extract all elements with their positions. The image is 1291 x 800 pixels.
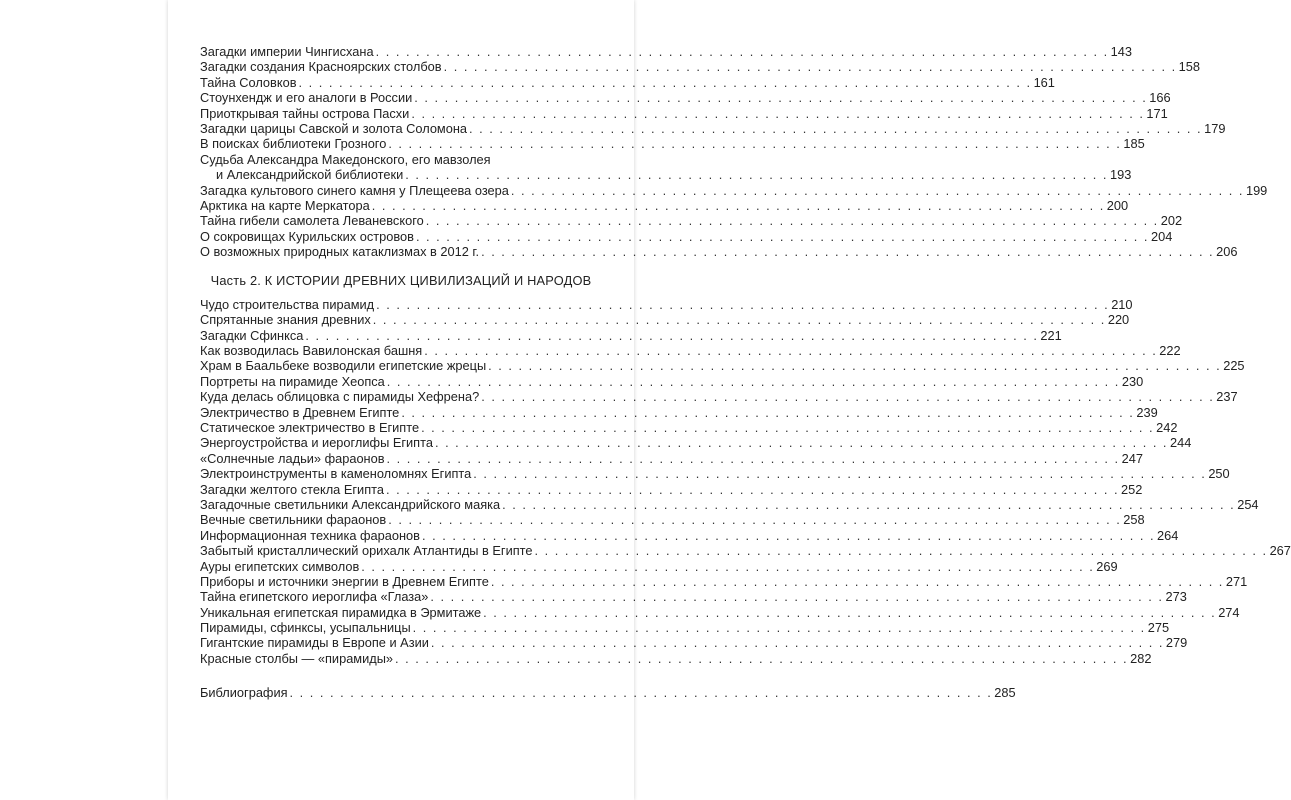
toc-entry-title: Спрятанные знания древних — [200, 312, 371, 328]
toc-entry-title: Энергоустройства и иероглифы Египта — [200, 435, 433, 451]
toc-entry — [200, 59, 1200, 75]
toc-entry-title: О сокровищах Курильских островов — [200, 228, 414, 244]
leader-dots: . . . . . . . . . . . . . . . . . . . . . . . . . . . . . . . . . . . . . . . . . . . . . . . . . . . . . . . . . . . . . . . . . . . . . . . . . — [298, 74, 1032, 90]
toc-entry — [200, 90, 1171, 106]
toc-entry — [200, 558, 1118, 574]
toc-entry-page: 242 — [1156, 419, 1178, 435]
toc-entry-title: Портреты на пирамиде Хеопса — [200, 373, 385, 389]
toc-entry-title: Загадки царицы Савской и золота Соломона — [200, 120, 468, 136]
toc-entry-page: 171 — [1146, 105, 1168, 121]
leader-dots: . . . . . . . . . . . . . . . . . . . . . . . . . . . . . . . . . . . . . . . . . . . . . . . . . . . . . . . . . . . . . . . . . . . . . . . . . — [386, 373, 1120, 389]
toc-entry — [200, 43, 1133, 59]
toc-entry-title: Арктика на карте Меркатора — [200, 197, 370, 213]
toc-entry-title: Как возводилась Вавилонская башня — [200, 343, 423, 359]
toc-entry-page: 252 — [1121, 481, 1143, 497]
toc-entry-page: 258 — [1123, 512, 1145, 528]
toc-entry-page: 269 — [1096, 558, 1118, 574]
toc-entry — [200, 343, 1181, 359]
toc-entry-title: Уникальная египетская пирамидка в Эрмитаже — [200, 604, 482, 620]
toc-entry-title: Загадки Сфинкса — [200, 327, 304, 343]
leader-dots: . . . . . . . . . . . . . . . . . . . . . . . . . . . . . . . . . . . . . . . . . . . . . . . . . . . . . . . . . . . . . . . . . . . . . . . . . — [305, 327, 1039, 343]
leader-dots: . . . . . . . . . . . . . . . . . . . . . . . . . . . . . . . . . . . . . . . . . . . . . . . . . . . . . . . . . . . . . . . . . . . . . . . . . — [430, 589, 1164, 605]
toc-entry — [200, 419, 1178, 435]
toc-entry-page: 273 — [1165, 589, 1187, 605]
toc-entry-page: 166 — [1149, 90, 1171, 106]
toc-entry — [200, 327, 1062, 343]
leader-dots: . . . . . . . . . . . . . . . . . . . . . . . . . . . . . . . . . . . . . . . . . . . . . . . . . . . . . . . . . . . . . . . . . . . . . . . . . — [375, 43, 1109, 59]
toc-entry — [200, 213, 1183, 229]
toc-entry — [200, 466, 1230, 482]
toc-entry-page: 285 — [994, 685, 1016, 701]
toc-entry — [200, 182, 1268, 198]
leader-dots: . . . . . . . . . . . . . . . . . . . . . . . . . . . . . . . . . . . . . . . . . . . . . . . . . . . . . . . . . . . . . . . . . . . . . . . . . — [386, 450, 1120, 466]
toc-entry-title-line2: и Александрийской библиотеки — [216, 167, 404, 183]
toc-entry-page: 247 — [1121, 450, 1143, 466]
leader-dots: . . . . . . . . . . . . . . . . . . . . . . . . . . . . . . . . . . . . . . . . . . . . . . . . . . . . . . . . . . . . . . . . . . . . . . . . . — [534, 543, 1268, 559]
leader-dots: . . . . . . . . . . . . . . . . . . . . . . . . . . . . . . . . . . . . . . . . . . . . . . . . . . . . . . . . . . . . . . . . . . . . . . . . . — [395, 650, 1129, 666]
toc-entry-title: Куда делась облицовка с пирамиды Хефрена? — [200, 389, 480, 405]
toc-entry-page: 202 — [1160, 213, 1183, 229]
toc-entry-page: 267 — [1269, 543, 1291, 559]
toc-entry-page: 282 — [1130, 650, 1152, 666]
toc-entry-title: Вечные светильники фараонов — [200, 512, 387, 528]
leader-dots: . . . . . . . . . . . . . . . . . . . . . . . . . . . . . . . . . . . . . . . . . . . . . . . . . . . . . . . . . . . . . . . . . . . . . . . . . — [412, 620, 1146, 636]
leader-dots: . . . . . . . . . . . . . . . . . . . . . . . . . . . . . . . . . . . . . . . . . . . . . . . . . . . . . . . . . . . . . . . . . . . . . . . . . — [424, 343, 1158, 359]
toc-entry — [200, 312, 1130, 328]
toc-entry-page: 250 — [1208, 466, 1230, 482]
part-title: Часть 2. К ИСТОРИИ ДРЕВНИХ ЦИВИЛИЗАЦИЙ И НАРОДОВ — [210, 273, 592, 289]
toc-entry — [200, 543, 1291, 559]
toc-entry-page: 237 — [1216, 389, 1238, 405]
toc-entry-title: Приборы и источники энергии в Древнем Египте — [200, 573, 489, 589]
toc-entry-title: Храм в Баальбеке возводили египетские жрецы — [200, 358, 487, 374]
toc-entry-page: 220 — [1107, 312, 1130, 328]
toc-entry-title: Информационная техника фараонов — [200, 527, 420, 543]
toc-entry-page: 206 — [1216, 244, 1238, 260]
leader-dots: . . . . . . . . . . . . . . . . . . . . . . . . . . . . . . . . . . . . . . . . . . . . . . . . . . . . . . . . . . . . . . . . . . . . . . . . . — [473, 466, 1207, 482]
toc-entry-page: 199 — [1245, 182, 1268, 198]
toc-entry-page: 193 — [1109, 167, 1132, 183]
leader-dots: . . . . . . . . . . . . . . . . . . . . . . . . . . . . . . . . . . . . . . . . . . . . . . . . . . . . . . . . . . . . . . . . . . . . . . . . . — [401, 404, 1135, 420]
leader-dots: . . . . . . . . . . . . . . . . . . . . . . . . . . . . . . . . . . . . . . . . . . . . . . . . . . . . . . . . . . . . . . . . . . . . . . . . . — [502, 496, 1236, 512]
toc-entry — [200, 481, 1143, 497]
toc-entry — [200, 620, 1170, 636]
toc-entry — [200, 635, 1188, 651]
toc-entry-page: 275 — [1147, 620, 1170, 636]
leader-dots: . . . . . . . . . . . . . . . . . . . . . . . . . . . . . . . . . . . . . . . . . . . . . . . . . . . . . . . . . . . . . . . . . . . . . . . . . — [490, 573, 1224, 589]
toc-entry-title: Гигантские пирамиды в Европе и Азии — [200, 635, 429, 651]
leader-dots: . . . . . . . . . . . . . . . . . . . . . . . . . . . . . . . . . . . . . . . . . . . . . . . . . . . . . . . . . . . . . . . . . . . . . . . . . — [469, 120, 1203, 136]
leader-dots: . . . . . . . . . . . . . . . . . . . . . . . . . . . . . . . . . . . . . . . . . . . . . . . . . . . . . . . . . . . . . . . . . . . . . . . . . — [414, 90, 1148, 106]
toc-entry-page: 279 — [1165, 635, 1188, 651]
toc-entry-page: 161 — [1033, 74, 1055, 90]
leader-dots: . . . . . . . . . . . . . . . . . . . . . . . . . . . . . . . . . . . . . . . . . . . . . . . . . . . . . . . . . . . . . . . . . . . . . . . . . — [421, 419, 1155, 435]
toc-entry-page: 158 — [1178, 59, 1200, 75]
toc-entry — [200, 573, 1248, 589]
toc-entry-title: Загадки империи Чингисхана — [200, 43, 374, 59]
toc-entry — [200, 228, 1173, 244]
toc-entry-title: Тайна египетского иероглифа «Глаза» — [200, 589, 429, 605]
toc-entry-page: 221 — [1040, 327, 1062, 343]
toc-entry-title-line1: Судьба Александра Македонского, его мавзолея — [200, 151, 491, 167]
toc-entry-multiline-cont — [200, 167, 1132, 183]
leader-dots: . . . . . . . . . . . . . . . . . . . . . . . . . . . . . . . . . . . . . . . . . . . . . . . . . . . . . . . . . . . . . . . . . . . . . . . . . — [421, 527, 1156, 543]
toc-entry-title: «Солнечные ладьи» фараонов — [200, 450, 385, 466]
toc-entry — [200, 435, 1192, 451]
toc-entry — [200, 358, 1245, 374]
toc-entry-page: 185 — [1123, 136, 1145, 152]
toc-entry-page: 222 — [1159, 343, 1181, 359]
toc-entry — [200, 136, 1145, 152]
toc-entry-page: 254 — [1237, 496, 1259, 512]
toc-entry-title: Загадочные светильники Александрийского маяка — [200, 496, 501, 512]
toc-entry-bibliography — [200, 685, 1016, 701]
toc-entry-page: 239 — [1136, 404, 1158, 420]
toc-entry-title: Пирамиды, сфинксы, усыпальницы — [200, 620, 411, 636]
toc-entry-page: 200 — [1106, 197, 1129, 213]
leader-dots: . . . . . . . . . . . . . . . . . . . . . . . . . . . . . . . . . . . . . . . . . . . . . . . . . . . . . . . . . . . . . . . . . . . . . . . . . — [376, 296, 1110, 312]
toc-entry — [200, 450, 1143, 466]
toc-entry-title: Приоткрывая тайны острова Пасхи — [200, 105, 410, 121]
toc-section-2 — [200, 296, 1291, 666]
toc-entry-title: Ауры египетских символов — [200, 558, 360, 574]
toc-entry-multiline — [200, 152, 602, 167]
leader-dots: . . . . . . . . . . . . . . . . . . . . . . . . . . . . . . . . . . . . . . . . . . . . . . . . . . . . . . . . . . . . . . . . . . . . . . . . . — [510, 182, 1244, 198]
toc-entry-page: 274 — [1218, 604, 1240, 620]
toc-entry — [200, 404, 1158, 420]
toc-entry — [200, 604, 1240, 620]
toc-entry-page: 230 — [1121, 373, 1144, 389]
leader-dots: . . . . . . . . . . . . . . . . . . . . . . . . . . . . . . . . . . . . . . . . . . . . . . . . . . . . . . . . . . . . . . . . . . . . . . . . . — [385, 481, 1120, 497]
toc-section-1b — [200, 182, 1268, 260]
toc-entry — [200, 512, 1145, 528]
leader-dots: . . . . . . . . . . . . . . . . . . . . . . . . . . . . . . . . . . . . . . . . . . . . . . . . . . . . . . . . . . . . . . . . . . . . . . . . . — [415, 228, 1149, 244]
toc-entry-title: Забытый кристаллический орихалк Атлантиды в Египте — [200, 543, 533, 559]
toc-entry-title: Тайна гибели самолета Леваневского — [200, 213, 424, 229]
toc-entry — [200, 650, 1152, 666]
toc-entry-title: В поисках библиотеки Грозного — [200, 136, 387, 152]
toc-entry — [200, 105, 1168, 121]
toc-entry — [200, 496, 1259, 512]
toc-entry-title: Электричество в Древнем Египте — [200, 404, 400, 420]
toc-entry-title: Тайна Соловков — [200, 74, 297, 90]
toc-entry-page: 225 — [1223, 358, 1245, 374]
leader-dots: . . . . . . . . . . . . . . . . . . . . . . . . . . . . . . . . . . . . . . . . . . . . . . . . . . . . . . . . . . . . . . . . . . . . . . . . . — [388, 512, 1122, 528]
leader-dots: . . . . . . . . . . . . . . . . . . . . . . . . . . . . . . . . . . . . . . . . . . . . . . . . . . . . . . . . . . . . . . . . . . . . . . — [405, 167, 1108, 183]
leader-dots: . . . . . . . . . . . . . . . . . . . . . . . . . . . . . . . . . . . . . . . . . . . . . . . . . . . . . . . . . . . . . . . . . . . . . . . . . — [488, 358, 1222, 374]
toc-entry — [200, 244, 1238, 260]
leader-dots: . . . . . . . . . . . . . . . . . . . . . . . . . . . . . . . . . . . . . . . . . . . . . . . . . . . . . . . . . . . . . . . . . . . . . . . . . — [388, 136, 1122, 152]
toc-entry-title: Загадки желтого стекла Египта — [200, 481, 384, 497]
leader-dots: . . . . . . . . . . . . . . . . . . . . . . . . . . . . . . . . . . . . . . . . . . . . . . . . . . . . . . . . . . . . . . . . . . . . . . . . . — [411, 105, 1145, 121]
toc-entry — [200, 296, 1133, 312]
toc-entry-page: 264 — [1157, 527, 1179, 543]
toc-entry — [200, 373, 1144, 389]
toc-entry-title: Стоунхендж и его аналоги в России — [200, 90, 413, 106]
toc-entry-title: Статическое электричество в Египте — [200, 419, 420, 435]
toc-entry-page: 271 — [1225, 573, 1248, 589]
toc-entry — [200, 527, 1179, 543]
toc-entry-page: 244 — [1170, 435, 1192, 451]
toc-entry-title: Чудо строительства пирамид — [200, 296, 375, 312]
toc-entry-title: Библиография — [200, 685, 288, 701]
leader-dots: . . . . . . . . . . . . . . . . . . . . . . . . . . . . . . . . . . . . . . . . . . . . . . . . . . . . . . . . . . . . . . . . . . . . . . . . . — [425, 213, 1159, 229]
toc-entry — [200, 74, 1055, 90]
leader-dots: . . . . . . . . . . . . . . . . . . . . . . . . . . . . . . . . . . . . . . . . . . . . . . . . . . . . . . . . . . . . . . . . . . . . . . . . . — [481, 389, 1215, 405]
toc-entry-title: Загадки создания Красноярских столбов — [200, 59, 442, 75]
toc-entry-page: 179 — [1204, 120, 1226, 136]
leader-dots: . . . . . . . . . . . . . . . . . . . . . . . . . . . . . . . . . . . . . . . . . . . . . . . . . . . . . . . . . . . . . . . . . . . . . . . . . — [361, 558, 1095, 574]
leader-dots: . . . . . . . . . . . . . . . . . . . . . . . . . . . . . . . . . . . . . . . . . . . . . . . . . . . . . . . . . . . . . . . . . . . . . . . . . — [434, 435, 1168, 451]
toc-entry-title: Загадка культового синего камня у Плещеева озера — [200, 182, 509, 198]
table-of-contents — [200, 43, 1291, 701]
toc-entry — [200, 197, 1129, 213]
toc-entry — [200, 589, 1187, 605]
leader-dots: . . . . . . . . . . . . . . . . . . . . . . . . . . . . . . . . . . . . . . . . . . . . . . . . . . . . . . . . . . . . . . . . . . . . . . . . . — [371, 197, 1105, 213]
toc-entry-page: 204 — [1150, 228, 1173, 244]
leader-dots: . . . . . . . . . . . . . . . . . . . . . . . . . . . . . . . . . . . . . . . . . . . . . . . . . . . . . . . . . . . . . . . . . . . . . . . . . — [430, 635, 1164, 651]
toc-entry-page: 210 — [1111, 296, 1133, 312]
leader-dots: . . . . . . . . . . . . . . . . . . . . . . . . . . . . . . . . . . . . . . . . . . . . . . . . . . . . . . . . . . . . . . . . . . . . . . — [289, 685, 993, 701]
leader-dots: . . . . . . . . . . . . . . . . . . . . . . . . . . . . . . . . . . . . . . . . . . . . . . . . . . . . . . . . . . . . . . . . . . . . . . . . . — [483, 604, 1217, 620]
toc-entry-title: Красные столбы — «пирамиды» — [200, 650, 394, 666]
leader-dots: . . . . . . . . . . . . . . . . . . . . . . . . . . . . . . . . . . . . . . . . . . . . . . . . . . . . . . . . . . . . . . . . . . . . . . . . . — [443, 59, 1177, 75]
leader-dots: . . . . . . . . . . . . . . . . . . . . . . . . . . . . . . . . . . . . . . . . . . . . . . . . . . . . . . . . . . . . . . . . . . . . . . . . . — [372, 312, 1106, 328]
toc-entry — [200, 389, 1238, 405]
toc-entry — [200, 120, 1226, 136]
toc-section-1 — [200, 43, 1226, 152]
toc-entry-title: О возможных природных катаклизмах в 2012 г. — [200, 244, 480, 260]
leader-dots: . . . . . . . . . . . . . . . . . . . . . . . . . . . . . . . . . . . . . . . . . . . . . . . . . . . . . . . . . . . . . . . . . . . . . . . . . — [481, 244, 1215, 260]
toc-entry-page: 143 — [1110, 43, 1133, 59]
toc-entry-title: Электроинструменты в каменоломнях Египта — [200, 466, 472, 482]
